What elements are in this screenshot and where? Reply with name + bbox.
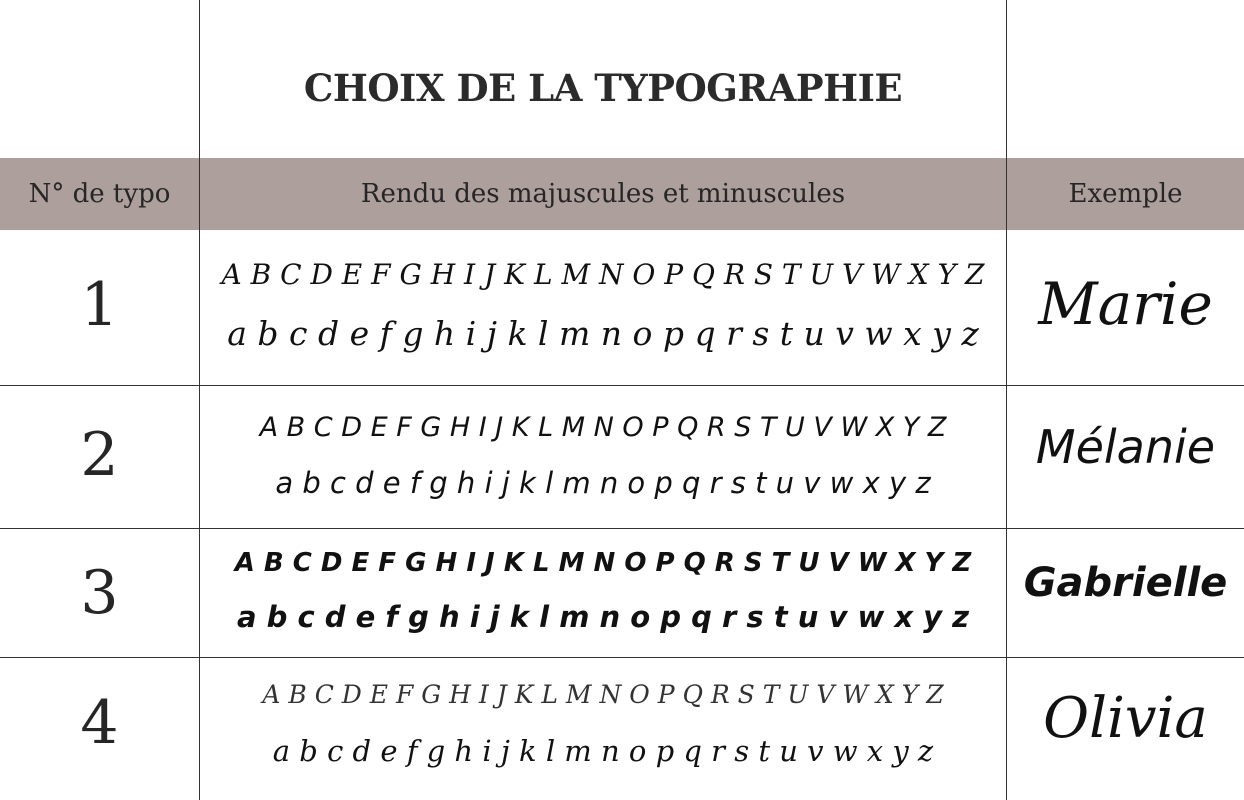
uppercase-sample: A B C D E F G H I J K L M N O P Q R S T U V W X Y Z (221, 258, 985, 291)
uppercase-sample: A B C D E F G H I J K L M N O P Q R S T U V W X Y Z (234, 548, 972, 578)
header-example: Exemple (1068, 179, 1183, 209)
row-number: 3 (80, 558, 119, 628)
lowercase-sample: a b c d e f g h i j k l m n o p q r s t u v w x y z (236, 600, 970, 634)
column-divider (1006, 0, 1007, 800)
lowercase-sample: a b c d e f g h i j k l m n o p q r s t u v w x y z (227, 314, 979, 353)
lowercase-sample: a b c d e f g h i j k l m n o p q r s t u v w x y z (275, 466, 931, 500)
row-number: 4 (80, 688, 119, 758)
uppercase-sample: A B C D E F G H I J K L M N O P Q R S T U V W X Y Z (262, 680, 944, 709)
page-title: CHOIX DE LA TYPOGRAPHIE (303, 66, 903, 110)
row-number: 2 (80, 420, 119, 490)
header-render: Rendu des majuscules et minuscules (360, 179, 846, 209)
row-number: 1 (80, 270, 119, 340)
example-name: Marie (1038, 270, 1213, 338)
row-divider (0, 385, 1244, 386)
lowercase-sample: a b c d e f g h i j k l m n o p q r s t u v w x y z (272, 734, 934, 768)
example-name: Gabrielle (1023, 560, 1228, 606)
header-number: N° de typo (28, 179, 171, 209)
row-divider (0, 528, 1244, 529)
example-name: Mélanie (1035, 420, 1216, 474)
uppercase-sample: A B C D E F G H I J K L M N O P Q R S T U V W X Y Z (259, 412, 947, 443)
row-divider (0, 657, 1244, 658)
example-name: Olivia (1043, 686, 1208, 751)
